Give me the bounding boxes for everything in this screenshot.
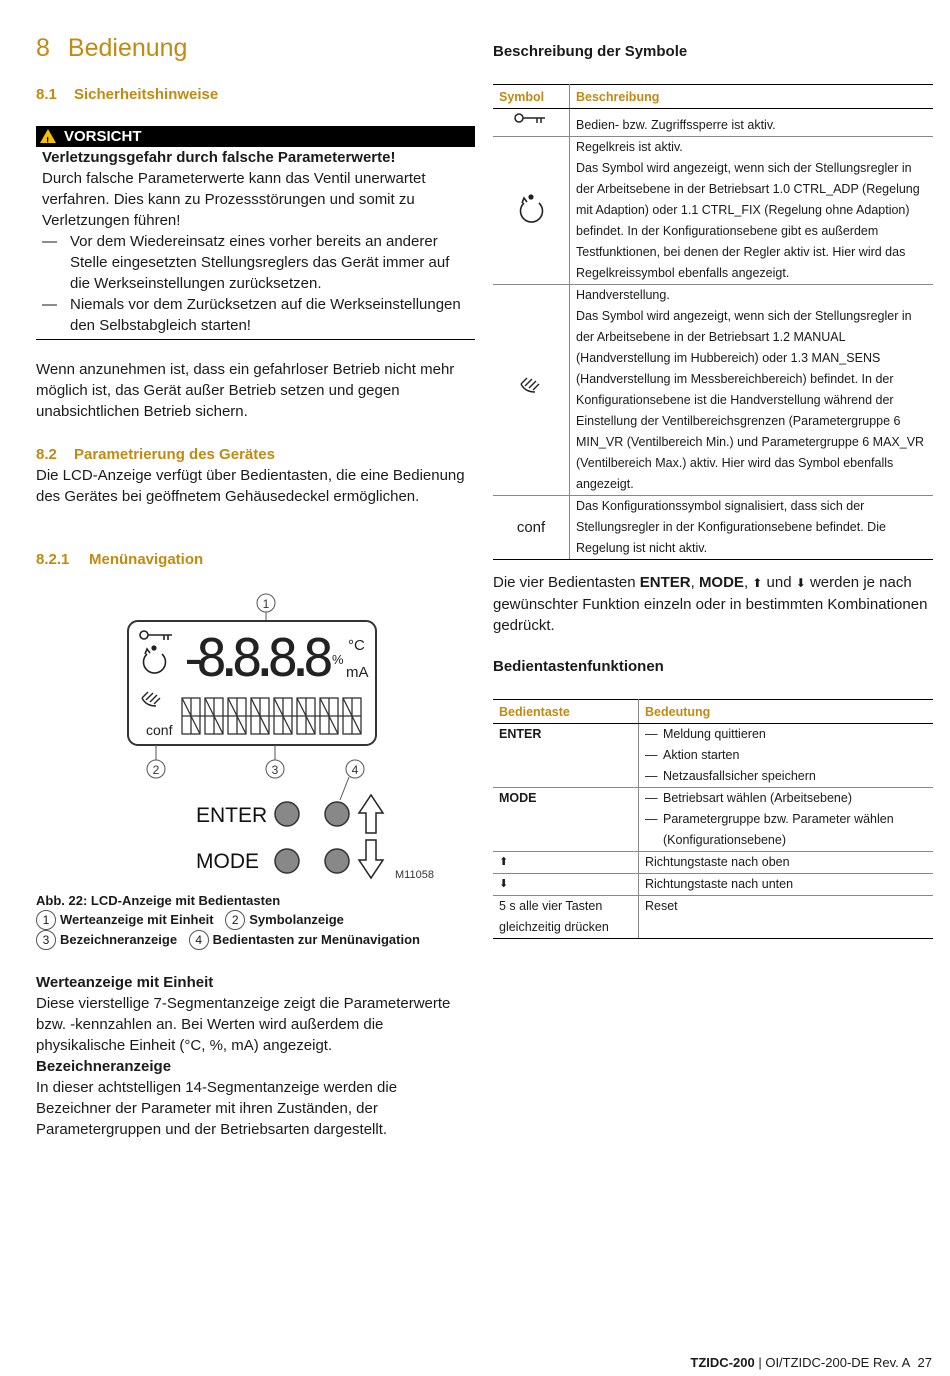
footer-product: TZIDC-200 xyxy=(690,1355,755,1370)
table-row xyxy=(493,788,933,852)
meaning-header: Bedeutung xyxy=(639,700,934,724)
meaning-cell: Reset xyxy=(639,896,934,939)
footer-doc: OI/TZIDC-200-DE Rev. A xyxy=(765,1355,911,1370)
chapter-heading xyxy=(36,34,476,63)
bezeichneranzeige-heading: Bezeichneranzeige xyxy=(36,1058,172,1075)
werteanzeige-text: Diese vierstellige 7-Segmentanzeige zeigt die Parameterwerte bzw. -kennzahlen an. Bei Werten wird außerdem die physikalische Einheit (°C, %, mA) angezeigt. xyxy=(36,995,451,1054)
down-arrow-icon: ⬇ xyxy=(493,874,639,896)
unit-ma: mA xyxy=(346,664,369,681)
up-arrow-icon: ⬆ xyxy=(493,852,639,874)
warning-body xyxy=(36,147,475,340)
caption-label: Werteanzeige mit Einheit xyxy=(60,912,214,927)
warning-heading: Verletzungsgefahr durch falsche Parameterwerte! xyxy=(42,149,396,166)
figure-caption xyxy=(36,891,476,950)
werteanzeige-section xyxy=(36,972,476,1140)
section-number: 8.2 xyxy=(36,446,57,463)
section-title: Sicherheitshinweise xyxy=(74,86,219,103)
caption-number: 2 xyxy=(225,910,245,930)
section-title: Parametrierung des Gerätes xyxy=(74,446,275,463)
section-8-1-heading xyxy=(36,86,476,103)
section-number: 8.1 xyxy=(36,86,57,103)
warning-icon: ! xyxy=(40,129,56,143)
meaning-cell: Richtungstaste nach unten xyxy=(639,874,934,896)
chapter-title: Bedienung xyxy=(67,34,188,62)
key-cell: ENTER xyxy=(493,724,639,788)
caption-number: 3 xyxy=(36,930,56,950)
meaning-cell: — Betriebsart wählen (Arbeitsebene) — Parametergruppe bzw. Parameter wählen (Konfigurationsebene) xyxy=(639,788,934,852)
mode-label: MODE xyxy=(196,850,259,873)
caption-number: 1 xyxy=(36,910,56,930)
enter-label: ENTER xyxy=(196,804,268,827)
key-functions-title: Bedientastenfunktionen xyxy=(493,658,664,675)
table-row xyxy=(493,137,933,285)
caption-label: Bedientasten zur Menünavigation xyxy=(212,932,420,947)
warning-bullet xyxy=(42,294,469,336)
symbol-header: Symbol xyxy=(493,85,570,109)
description-cell: Bedien- bzw. Zugriffssperre ist aktiv. xyxy=(570,109,934,137)
symbol-cell xyxy=(493,109,570,137)
caption-label: Bezeichneranzeige xyxy=(60,932,178,947)
bezeichneranzeige-text: In dieser achtstelligen 14-Segmentanzeige werden die Bezeichner der Parameter mit ihren Zuständen, der Parametergruppen und der Betriebsarten dargestellt. xyxy=(36,1079,398,1138)
callout-1: 1 xyxy=(262,597,270,611)
enter-button xyxy=(275,802,299,826)
warning-label: VORSICHT xyxy=(64,128,142,145)
table-row xyxy=(493,896,933,939)
table-row xyxy=(493,874,933,896)
meaning-cell: — Meldung quittieren — Aktion starten — Netzausfallsicher speichern xyxy=(639,724,934,788)
unit-celsius: °C xyxy=(348,637,365,654)
parametrierung-paragraph: Die LCD-Anzeige verfügt über Bedientasten, die eine Bedienung des Gerätes bei geöffnetem Gehäusedeckel ermöglichen. xyxy=(36,467,465,505)
down-arrow-icon xyxy=(359,840,383,878)
key-functions-table xyxy=(493,699,933,939)
page-footer: TZIDC-200 | OI/TZIDC-200-DE Rev. A 27 xyxy=(690,1355,932,1370)
caption-number: 4 xyxy=(189,930,209,950)
key-cell: MODE xyxy=(493,788,639,852)
safety-paragraph: Wenn anzunehmen ist, dass ein gefahrloser Betrieb nicht mehr möglich ist, das Gerät außer Betrieb setzen und gegen unabsichtlichen Betrieb sichern. xyxy=(36,361,455,420)
callout-3: 3 xyxy=(271,763,279,777)
symbol-cell xyxy=(493,137,570,285)
key-icon xyxy=(513,112,549,126)
down-button xyxy=(325,849,349,873)
up-button xyxy=(325,802,349,826)
symbol-cell xyxy=(493,496,570,560)
caption-row xyxy=(36,910,476,930)
dash-marker: — xyxy=(42,296,57,313)
figure-code: M11058 xyxy=(395,869,434,881)
warning-box xyxy=(36,126,475,340)
unit-percent: % xyxy=(332,652,344,667)
description-cell: Handverstellung. Das Symbol wird angezeigt, wenn sich der Stellungsregler in der Arbeitsebene in der Betriebsart 1.2 MANUAL (Handverstellung im Hubbereich) oder 1.3 MAN_SENS (Handverstellung im Messbereichbereich) befindet. In der Konfigurationsebene ist die Handverstellung während der Einstellung der Ventilbereichsgrenzen (Parametergruppe 6 MIN_VR (Ventilbereich Min.) und Parametergruppe 6 MAX_VR (Ventilbereich Max.) aktiv. Hier wird das Symbol ebenfalls angezeigt. xyxy=(570,285,934,496)
seven-segment-display: -8.8.8.8 xyxy=(178,629,334,689)
section-8-2-heading xyxy=(36,446,476,463)
table-row xyxy=(493,285,933,496)
section-number: 8.2.1 xyxy=(36,551,70,568)
table-row xyxy=(493,496,933,560)
table-row xyxy=(493,109,933,137)
caption-label: Symbolanzeige xyxy=(249,912,344,927)
caption-row xyxy=(36,930,476,950)
description-cell: Regelkreis ist aktiv. Das Symbol wird angezeigt, wenn sich der Stellungsregler in der Arbeitsebene in der Betriebsart 1.0 CTRL_ADP (Regelung mit Adaption) oder 1.1 CTRL_FIX (Regelung ohne Adaption) befindet. In der Konfigurationsebene gibt es außerdem Testfunktionen, bei denen der Regler aktiv ist. Hier wird das Regelkreissymbol ebenfalls angezeigt. xyxy=(570,137,934,285)
key-header: Bedientaste xyxy=(493,700,639,724)
section-8-2-1-heading xyxy=(36,551,476,568)
dash-marker: — xyxy=(42,233,57,250)
meaning-cell: Richtungstaste nach oben xyxy=(639,852,934,874)
warning-header xyxy=(36,126,475,147)
warning-bullet-text: Niemals vor dem Zurücksetzen auf die Werkseinstellungen den Selbstabgleich starten! xyxy=(70,296,461,334)
description-header: Beschreibung xyxy=(570,85,934,109)
warning-bullet-text: Vor dem Wiedereinsatz eines vorher bereits an anderer Stelle eingesetzten Stellungsreglers das Gerät immer auf die Werkseinstellungen zurücksetzen. xyxy=(70,233,450,292)
warning-bullet xyxy=(42,231,469,294)
up-arrow-icon xyxy=(359,795,383,833)
callout-2: 2 xyxy=(152,763,160,777)
symbol-table xyxy=(493,84,933,560)
section-title: Menünavigation xyxy=(89,551,204,568)
symbol-table-title: Beschreibung der Symbole xyxy=(493,43,688,60)
down-arrow-icon: ⬇ xyxy=(795,576,806,590)
keys-paragraph: Die vier Bedientasten ENTER, MODE, ⬆ und ⬇ werden je nach gewünschter Funktion einzeln oder in bestimmten Kombinationen gedrückt. xyxy=(493,574,928,634)
caption-title: Abb. 22: LCD-Anzeige mit Bedientasten xyxy=(36,893,281,908)
warning-text: Durch falsche Parameterwerte kann das Ventil unerwartet verfahren. Dies kann zu Prozessstörungen und somit zu Verletzungen führen! xyxy=(42,170,426,229)
conf-symbol: conf xyxy=(146,722,173,738)
mode-button xyxy=(275,849,299,873)
werteanzeige-heading: Werteanzeige mit Einheit xyxy=(36,974,214,991)
callout-4: 4 xyxy=(351,763,359,777)
conf-symbol: conf xyxy=(516,519,546,536)
chapter-number: 8 xyxy=(36,34,50,62)
description-cell: Das Konfigurationssymbol signalisiert, dass sich der Stellungsregler in der Konfigurationsebene befindet. Die Regelung ist nicht aktiv. xyxy=(570,496,934,560)
control-loop-icon xyxy=(515,191,547,223)
page-number: 27 xyxy=(917,1355,932,1370)
table-row xyxy=(493,724,933,788)
key-cell: 5 s alle vier Tasten gleichzeitig drücken xyxy=(493,896,639,939)
hand-icon xyxy=(515,374,547,400)
up-arrow-icon: ⬆ xyxy=(752,576,763,590)
table-row xyxy=(493,852,933,874)
lcd-figure xyxy=(120,588,440,888)
symbol-cell xyxy=(493,285,570,496)
